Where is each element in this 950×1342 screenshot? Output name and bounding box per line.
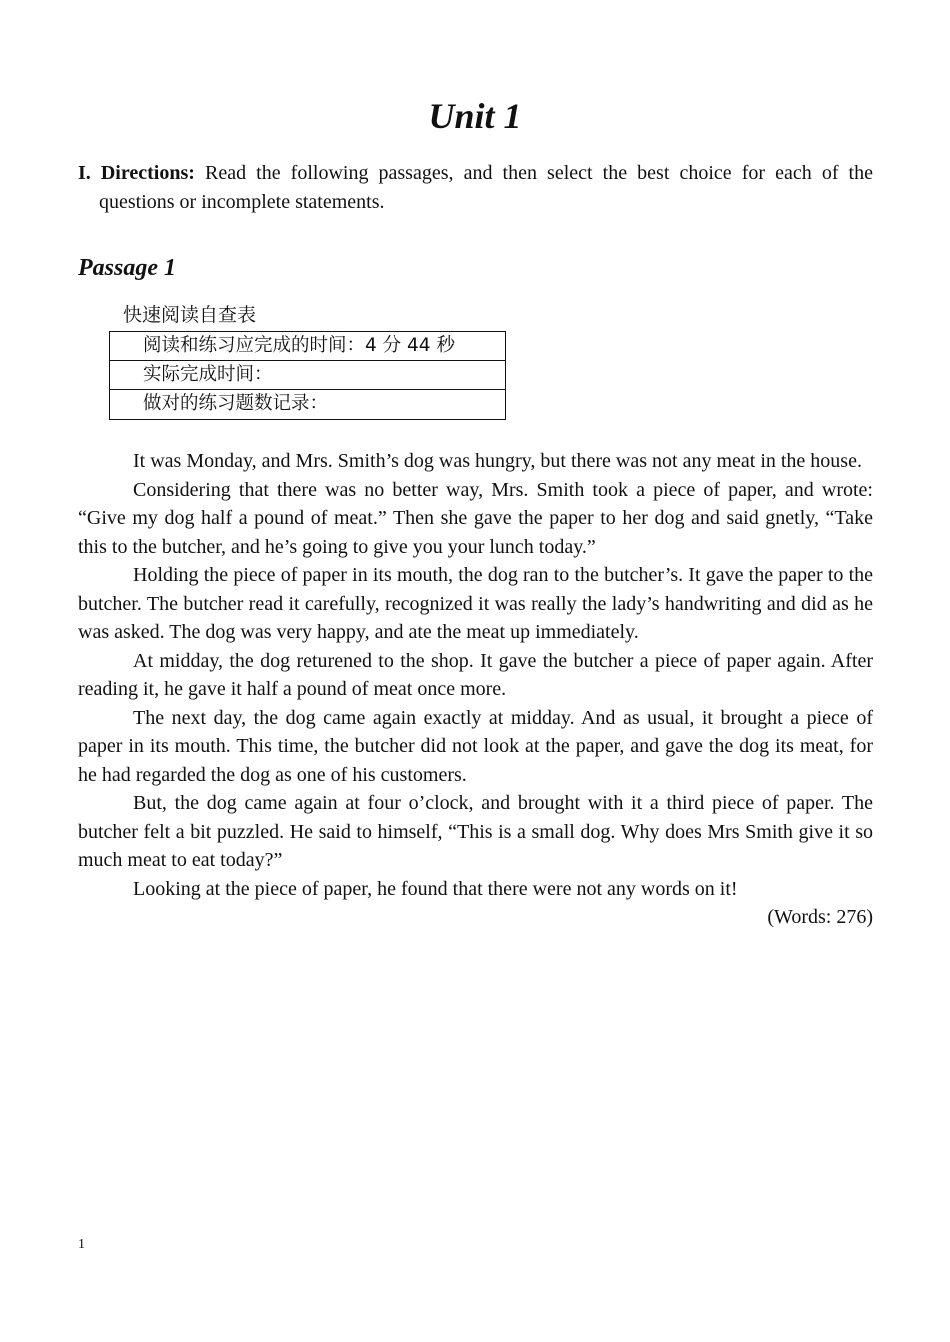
paragraph: At midday, the dog returened to the shop. It gave the butcher a piece of paper again. After reading it, he gave it half a pound of meat once more. [78,649,873,700]
table-row-correct-answers: 做对的练习题数记录： [143,393,329,414]
directions-text: Read the following passages, and then select the best choice for each of the questions or incomplete statements. [99,162,873,213]
table-row-reading-time: 阅读和练习应完成的时间：4 分 44 秒 [110,332,505,361]
word-count: (Words: 276) [767,906,873,928]
self-check-table [109,331,506,420]
passage-title: Passage 1 [78,255,176,281]
paragraph: But, the dog came again at four o’clock, and brought with it a third piece of paper. The butcher felt a bit puzzled. He said to himself, “This is a small dog. Why does Mrs Smith give it so much meat to eat today?” [78,792,873,871]
paragraph: The next day, the dog came again exactly at midday. And as usual, it brought a piece of paper in its mouth. This time, the butcher did not look at the paper, and gave the dog its meat, for he had regarded the dog as one of his customers. [78,706,873,786]
passage-body [78,447,873,932]
unit-title: Unit 1 [428,96,522,136]
paragraph: Looking at the piece of paper, he found that there were not any words on it! [133,877,738,900]
paragraph: It was Monday, and Mrs. Smith’s dog was hungry, but there was not any meat in the house. [133,450,862,472]
page-number: 1 [78,1237,85,1252]
self-check-table-caption: 快速阅读自查表 [123,304,257,326]
paragraph: Holding the piece of paper in its mouth, the dog ran to the butcher’s. It gave the paper to the butcher. The butcher read it carefully, recognized it was really the lady’s handwriting and did as he was asked. The dog was very happy, and ate the meat up immediately. [78,564,873,643]
directions [78,159,873,216]
paragraph: Considering that there was no better way, Mrs. Smith took a piece of paper, and wrote: “Give my dog half a pound of meat.” Then she gave the paper to her dog and said gnetly, “Take this to the butcher, and he’s going to give you your lunch today.” [78,478,873,558]
table-row-actual-time: 实际完成时间： [110,361,505,390]
directions-label: I. Directions: [78,162,195,184]
